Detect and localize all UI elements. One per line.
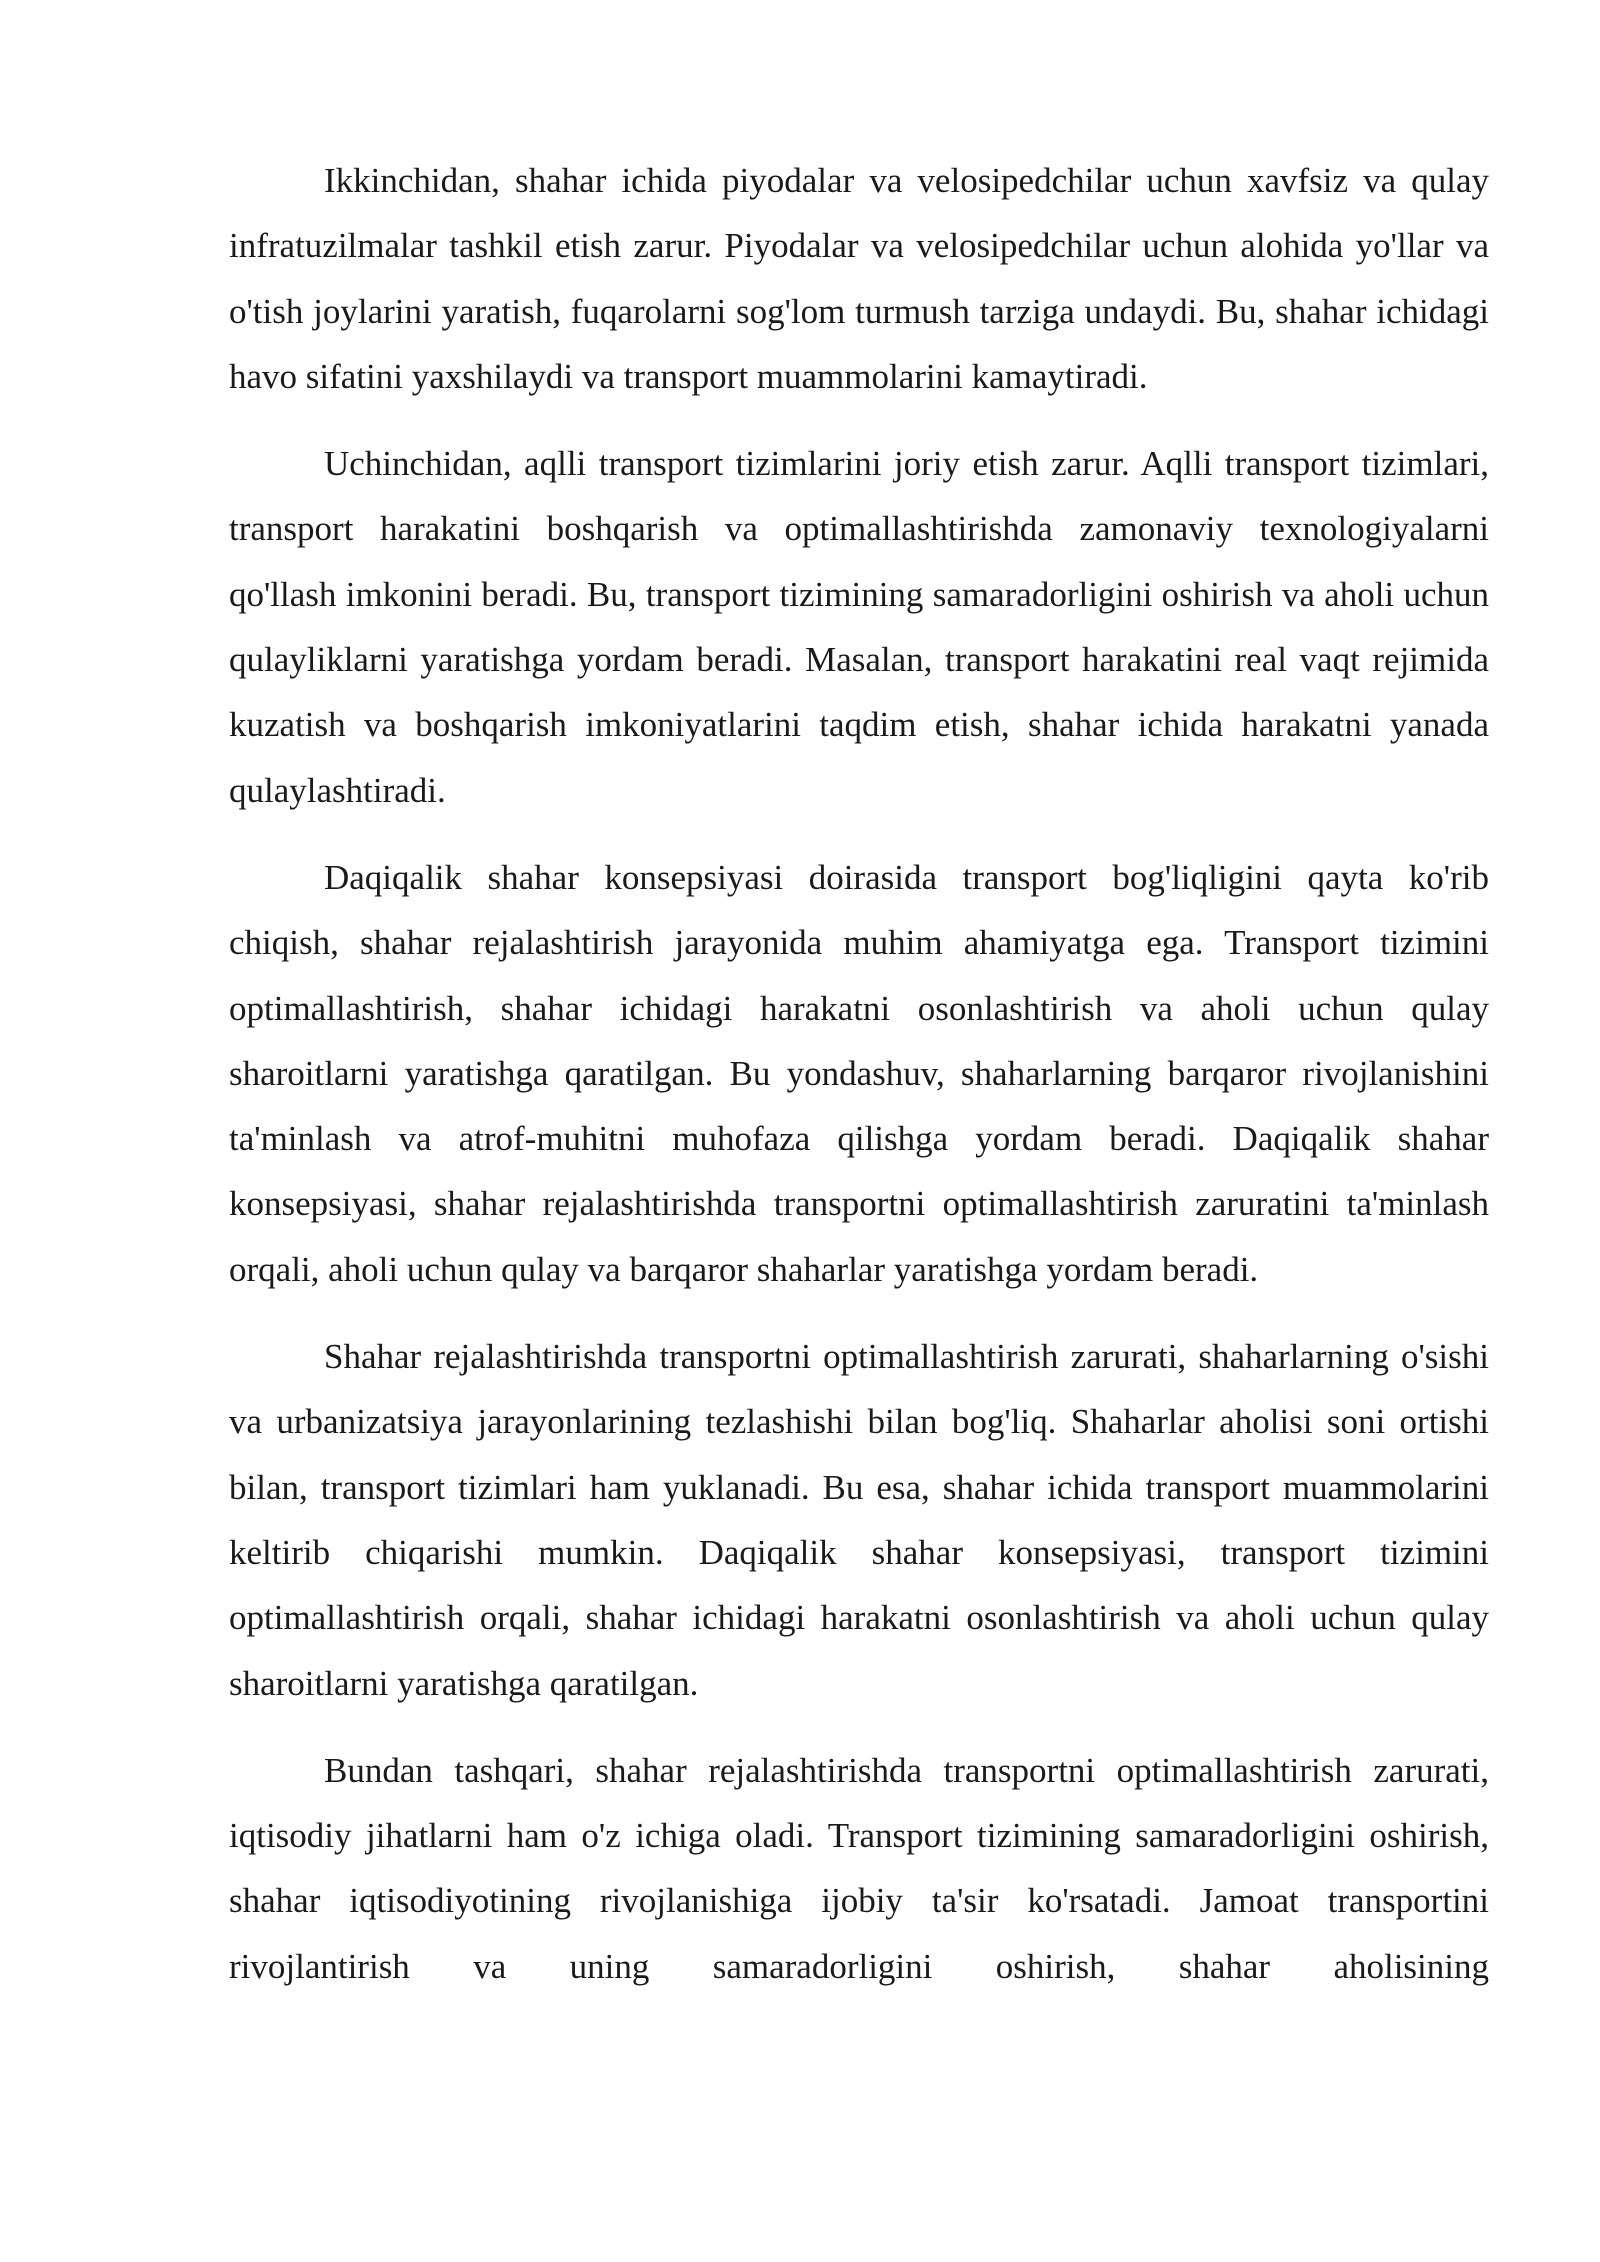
paragraph-shahar-rejalashtirishda: Shahar rejalashtirishda transportni optimallashtirish zarurati, shaharlarning o'sishi va urbanizatsiya jarayonlarining tezlashishi bilan bog'liq. Shaharlar aholisi soni ortishi bilan, transport tizimlari ham yuklanadi. Bu esa, shahar ichida transport muammolarini keltirib chiqarishi mumkin. Daqiqalik shahar konsepsiyasi, transport tizimini optimallashtirish orqali, shahar ichidagi harakatni osonlashtirish va aholi uchun qulay sharoitlarni yaratishga qaratilgan.: [229, 1337, 1489, 1703]
paragraph-ikkinchidan: Ikkinchidan, shahar ichida piyodalar va velosipedchilar uchun xavfsiz va qulay infratuzilmalar tashkil etish zarur. Piyodalar va velosipedchilar uchun alohida yo'llar va o'tish joylarini yaratish, fuqarolarni sog'lom turmush tarziga undaydi. Bu, shahar ichidagi havo sifatini yaxshilaydi va transport muammolarini kamaytiradi.: [229, 161, 1489, 396]
document-body: [229, 148, 1489, 2021]
paragraph-uchinchidan: Uchinchidan, aqlli transport tizimlarini joriy etish zarur. Aqlli transport tizimlari, transport harakatini boshqarish va optimallashtirishda zamonaviy texnologiyalarni qo'llash imkonini beradi. Bu, transport tizimining samaradorligini oshirish va aholi uchun qulayliklarni yaratishga yordam beradi. Masalan, transport harakatini real vaqt rejimida kuzatish va boshqarish imkoniyatlarini taqdim etish, shahar ichida harakatni yanada qulaylashtiradi.: [229, 444, 1489, 810]
paragraph-bundan-tashqari: Bundan tashqari, shahar rejalashtirishda transportni optimallashtirish zarurati, iqtisodiy jihatlarni ham o'z ichiga oladi. Transport tizimining samaradorligini oshirish, shahar iqtisodiyotining rivojlanishiga ijobiy ta'sir ko'rsatadi. Jamoat transportini rivojlantirish va uning samaradorligini oshirish, shahar aholisining: [229, 1750, 1489, 1986]
paragraph-daqiqalik-shahar: Daqiqalik shahar konsepsiyasi doirasida transport bog'liqligini qayta ko'rib chiqish, shahar rejalashtirish jarayonida muhim ahamiyatga ega. Transport tizimini optimallashtirish, shahar ichidagi harakatni osonlashtirish va aholi uchun qulay sharoitlarni yaratishga qaratilgan. Bu yondashuv, shaharlarning barqaror rivojlanishini ta'minlash va atrof-muhitni muhofaza qilishga yordam beradi. Daqiqalik shahar konsepsiyasi, shahar rejalashtirishda transportni optimallashtirish zaruratini ta'minlash orqali, aholi uchun qulay va barqaror shaharlar yaratishga yordam beradi.: [229, 857, 1489, 1289]
